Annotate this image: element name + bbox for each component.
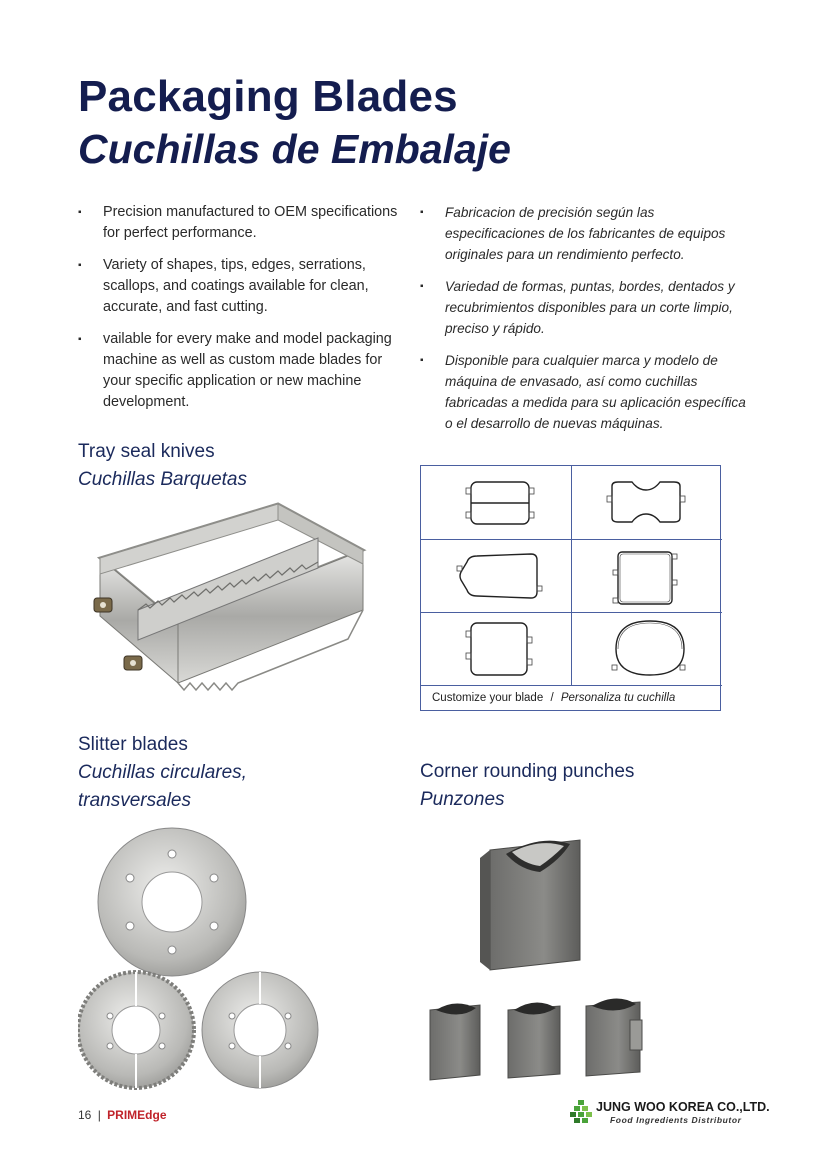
tray-seal-knife-image <box>78 498 388 703</box>
company-emblem-icon <box>570 1100 592 1126</box>
section-subtitle: Cuchillas circulares, <box>78 762 247 783</box>
page-footer <box>78 1108 167 1122</box>
shape-cell <box>421 613 572 686</box>
page-subtitle: Cuchillas de Embalaje <box>78 126 511 172</box>
corner-punches-image <box>420 830 680 1090</box>
slitter-blades-image <box>78 820 328 1095</box>
caption-english: Customize your blade <box>432 692 544 704</box>
page-title: Packaging Blades <box>78 72 458 121</box>
section-title: Corner rounding punches <box>420 761 635 782</box>
slitter-heading <box>78 731 247 815</box>
section-title: Slitter blades <box>78 734 188 755</box>
list-item: ▪ vailable for every make and model packaging machine as well as custom made blades for your specific application or new machine development. <box>78 331 392 410</box>
caption-separator: / <box>550 692 554 704</box>
section-subtitle: Cuchillas Barquetas <box>78 469 247 490</box>
shape-cell <box>572 466 722 540</box>
english-bullet-list <box>78 202 398 424</box>
bullet-icon: ▪ <box>78 207 82 218</box>
rectangular-double-tray-shape-icon <box>421 466 571 539</box>
bullet-icon: ▪ <box>78 334 82 345</box>
square-tray-shape-icon <box>572 540 721 612</box>
tapered-tray-shape-icon <box>421 540 571 612</box>
rounded-square-tray-shape-icon <box>421 613 571 685</box>
hourglass-tray-shape-icon <box>572 466 721 539</box>
bullet-icon: ▪ <box>420 281 424 292</box>
tray-seal-heading <box>78 438 247 494</box>
bullet-icon: ▪ <box>78 260 82 271</box>
caption-spanish: Personaliza tu cuchilla <box>560 692 676 704</box>
corner-punch-heading <box>420 758 634 814</box>
section-title: Tray seal knives <box>78 441 215 462</box>
bullet-icon: ▪ <box>420 207 424 218</box>
blade-shapes-grid <box>420 465 721 711</box>
bullet-icon: ▪ <box>420 355 424 366</box>
section-subtitle: transversales <box>78 790 191 811</box>
shape-cell <box>421 466 572 540</box>
shape-cell <box>421 540 572 613</box>
list-item: ▪ Fabricacion de precisión según las especificaciones de los fabricantes de equipos originales para un rendimiento perfecto. <box>420 202 750 265</box>
list-item: ▪ Precision manufactured to OEM specifications for perfect performance. <box>78 204 398 241</box>
shapes-caption <box>421 686 720 710</box>
footer-divider: | <box>97 1108 101 1122</box>
list-item: ▪ Variety of shapes, tips, edges, serrations, scallops, and coatings available for clean, accurate, and fast cutting. <box>78 257 369 315</box>
page-number: 16 <box>78 1108 92 1122</box>
brand-name: PRIMEdge <box>107 1108 167 1122</box>
spanish-bullet-list <box>420 202 750 445</box>
company-tagline: Food Ingredients Distributor <box>610 1115 742 1125</box>
oval-tray-shape-icon <box>572 613 721 685</box>
company-logo <box>570 1098 770 1130</box>
company-name: JUNG WOO KOREA CO.,LTD. <box>596 1100 770 1114</box>
section-subtitle: Punzones <box>420 789 505 810</box>
list-item: ▪ Disponible para cualquier marca y modelo de máquina de envasado, así como cuchillas fabricadas a medida para su aplicación específica o el desarrollo de nuevas máquinas. <box>420 350 750 434</box>
shape-cell <box>572 613 722 686</box>
list-item: ▪ Variedad de formas, puntas, bordes, dentados y recubrimientos disponibles para un corte limpio, preciso y rápido. <box>420 276 750 339</box>
shape-cell <box>572 540 722 613</box>
